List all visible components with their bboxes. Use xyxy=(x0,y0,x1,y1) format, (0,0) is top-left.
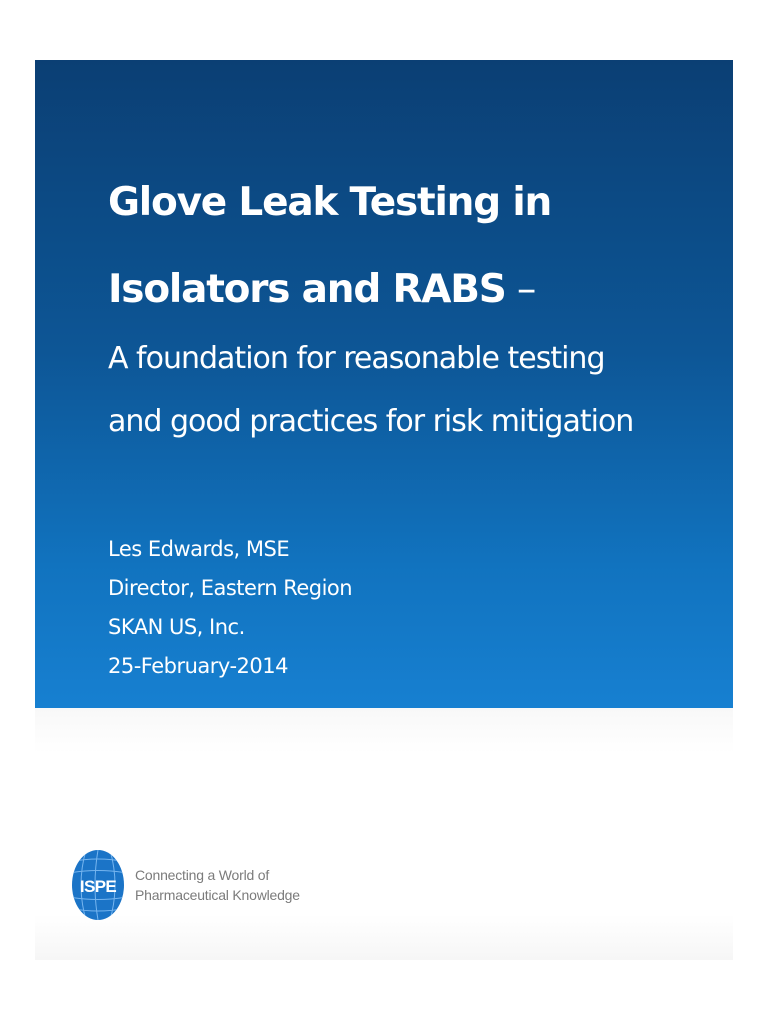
slide-subtitle-line-1: A foundation for reasonable testing xyxy=(108,341,605,376)
slide-title-line-2 xyxy=(108,267,536,312)
author-title: Director, Eastern Region xyxy=(108,576,353,600)
ispe-tagline-line-1: Connecting a World of xyxy=(135,867,270,883)
slide-title-main-text: Isolators and RABS xyxy=(108,267,506,312)
lower-panel xyxy=(35,708,733,960)
title-panel xyxy=(35,60,733,708)
globe-logo-icon xyxy=(71,849,125,921)
title-slide xyxy=(35,60,733,960)
ispe-logo xyxy=(71,849,300,921)
presentation-date: 25-February-2014 xyxy=(108,654,289,678)
author-name: Les Edwards, MSE xyxy=(108,537,290,561)
ispe-tagline xyxy=(135,865,300,905)
slide-title-line-1: Glove Leak Testing in xyxy=(108,180,552,225)
author-block xyxy=(108,530,352,686)
ispe-tagline-line-2: Pharmaceutical Knowledge xyxy=(135,887,300,903)
author-company: SKAN US, Inc. xyxy=(108,615,245,639)
ispe-logo-text: ISPE xyxy=(79,877,117,896)
slide-subtitle-line-2: and good practices for risk mitigation xyxy=(108,404,634,439)
slide-title-dash: – xyxy=(505,267,536,312)
